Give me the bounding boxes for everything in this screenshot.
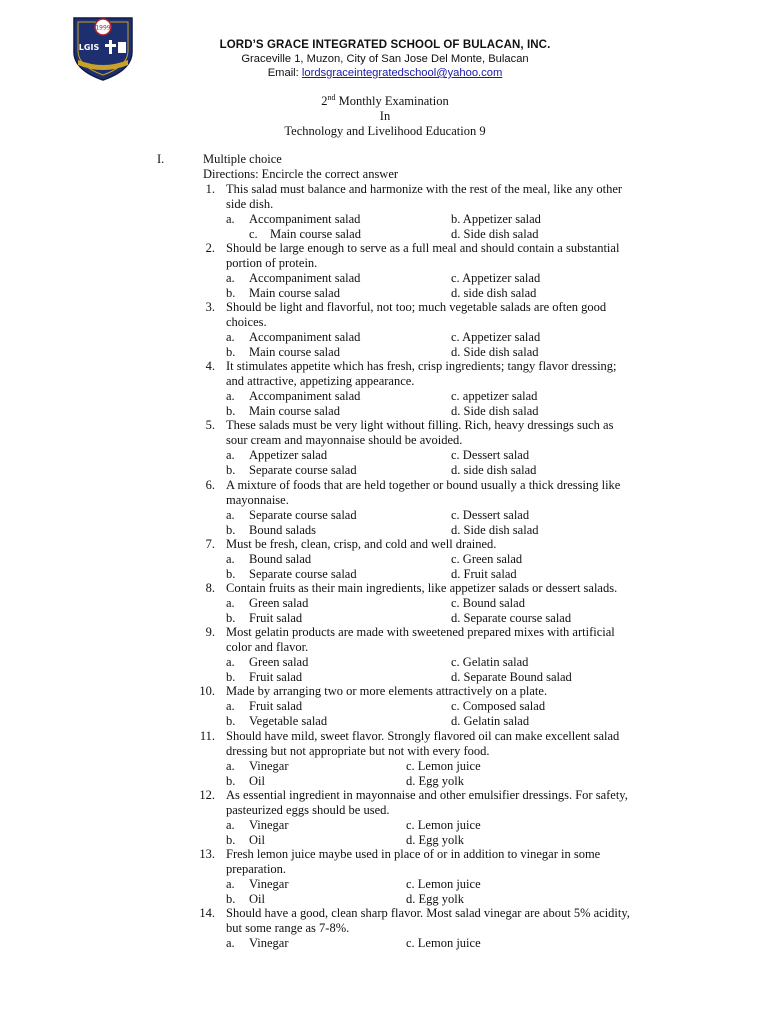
- option-text: c. Lemon juice: [406, 936, 481, 950]
- option-text: b. Appetizer salad: [451, 212, 541, 226]
- question-number: 13.: [199, 847, 215, 861]
- question-number: 6.: [205, 478, 215, 492]
- question-text: pasteurized eggs should be used.: [226, 803, 390, 817]
- option-label: a.: [226, 389, 235, 403]
- option-label: a.: [226, 552, 235, 566]
- section-directions: Directions: Encircle the correct answer: [203, 167, 399, 181]
- question-number: 4.: [205, 359, 215, 373]
- option-text: Vegetable salad: [249, 714, 328, 728]
- option-text: c. Appetizer salad: [451, 330, 541, 344]
- option-text: Bound salads: [249, 523, 317, 537]
- option-text: d. Separate course salad: [451, 611, 572, 625]
- option-label: a.: [226, 271, 235, 285]
- question-text: side dish.: [226, 197, 274, 211]
- option-text: Fruit salad: [249, 670, 303, 684]
- option-text: Accompaniment salad: [249, 212, 361, 226]
- option-text: Separate course salad: [249, 463, 357, 477]
- option-text: c. Appetizer salad: [451, 271, 541, 285]
- option-text: d. Side dish salad: [451, 523, 539, 537]
- option-text: Fruit salad: [249, 611, 303, 625]
- option-label: b.: [226, 611, 236, 625]
- question-text: This salad must balance and harmonize with the rest of the meal, like any other: [226, 182, 623, 196]
- question-number: 11.: [199, 729, 215, 743]
- question-text: Fresh lemon juice maybe used in place of or in addition to vinegar in some: [226, 847, 601, 861]
- question-number: 7.: [205, 537, 215, 551]
- question-text: Should have a good, clean sharp flavor. Most salad vinegar are about 5% acidity,: [226, 906, 630, 920]
- option-text: d. Separate Bound salad: [451, 670, 572, 684]
- section-number: I.: [157, 152, 165, 166]
- option-label: b.: [226, 567, 236, 581]
- question-text: Should be light and flavorful, not too; much vegetable salads are often good: [226, 300, 607, 314]
- option-text: Accompaniment salad: [249, 389, 361, 403]
- option-text: Green salad: [249, 596, 309, 610]
- svg-text:1999: 1999: [95, 24, 111, 32]
- question-text: portion of protein.: [226, 256, 318, 270]
- school-name: LORD’S GRACE INTEGRATED SCHOOL OF BULACAN, INC.: [219, 39, 551, 51]
- option-label: b.: [226, 523, 236, 537]
- option-label: b.: [226, 345, 236, 359]
- option-text: c. Composed salad: [451, 699, 546, 713]
- option-label: b.: [226, 833, 236, 847]
- exam-title: 2nd Monthly Examination: [321, 92, 449, 108]
- option-text: c. Lemon juice: [406, 877, 481, 891]
- question-text: Should be large enough to serve as a full meal and should contain a substantial: [226, 241, 620, 255]
- option-label: b.: [226, 892, 236, 906]
- question-text: It stimulates appetite which has fresh, crisp ingredients; tangy flavor dressing;: [226, 359, 617, 373]
- option-text: c. Dessert salad: [451, 448, 530, 462]
- question-number: 9.: [205, 625, 215, 639]
- email-label: Email:: [267, 67, 302, 79]
- option-text: Vinegar: [249, 877, 289, 891]
- option-label: a.: [226, 212, 235, 226]
- option-text: Main course salad: [270, 227, 361, 241]
- option-text: Vinegar: [249, 759, 289, 773]
- option-label: a.: [226, 508, 235, 522]
- option-label: a.: [226, 655, 235, 669]
- option-text: c. Gelatin salad: [451, 655, 529, 669]
- option-text: Vinegar: [249, 936, 289, 950]
- option-label: a.: [226, 936, 235, 950]
- option-text: d. Egg yolk: [406, 774, 464, 788]
- option-label: a.: [226, 596, 235, 610]
- option-label: a.: [226, 759, 235, 773]
- option-text: Oil: [249, 892, 265, 906]
- school-logo: [68, 12, 138, 82]
- svg-text:LGIS: LGIS: [78, 43, 100, 52]
- question-text: mayonnaise.: [226, 493, 289, 507]
- option-text: d. side dish salad: [451, 286, 537, 300]
- question-text: As essential ingredient in mayonnaise and other emulsifier dressings. For safety,: [226, 788, 628, 802]
- option-label: c.: [249, 227, 258, 241]
- question-number: 1.: [205, 182, 215, 196]
- option-text: Green salad: [249, 655, 309, 669]
- option-text: d. Egg yolk: [406, 833, 464, 847]
- option-text: Main course salad: [249, 404, 340, 418]
- question-text: Most gelatin products are made with sweetened prepared mixes with artificial: [226, 625, 615, 639]
- question-number: 12.: [199, 788, 215, 802]
- option-text: c. Green salad: [451, 552, 523, 566]
- question-text: choices.: [226, 315, 267, 329]
- option-label: a.: [226, 877, 235, 891]
- question-text: A mixture of foods that are held together or bound usually a thick dressing like: [226, 478, 621, 492]
- option-text: c. Dessert salad: [451, 508, 530, 522]
- option-text: Separate course salad: [249, 508, 357, 522]
- question-text: sour cream and mayonnaise should be avoided.: [226, 433, 463, 447]
- option-label: b.: [226, 286, 236, 300]
- option-label: b.: [226, 463, 236, 477]
- option-label: a.: [226, 330, 235, 344]
- question-text: Contain fruits as their main ingredients, like appetizer salads or dessert salads.: [226, 581, 618, 595]
- option-text: c. Lemon juice: [406, 818, 481, 832]
- option-label: a.: [226, 448, 235, 462]
- question-text: Made by arranging two or more elements attractively on a plate.: [226, 684, 548, 698]
- question-number: 10.: [199, 684, 215, 698]
- option-text: c. Lemon juice: [406, 759, 481, 773]
- option-label: a.: [226, 818, 235, 832]
- option-label: a.: [226, 699, 235, 713]
- question-text: color and flavor.: [226, 640, 309, 654]
- option-text: d. Side dish salad: [451, 404, 539, 418]
- question-text: but some range as 7-8%.: [226, 921, 350, 935]
- option-text: Accompaniment salad: [249, 271, 361, 285]
- option-text: Oil: [249, 833, 265, 847]
- option-label: b.: [226, 774, 236, 788]
- question-text: preparation.: [226, 862, 287, 876]
- question-text: Should have mild, sweet flavor. Strongly flavored oil can make excellent salad: [226, 729, 620, 743]
- option-text: Fruit salad: [249, 699, 303, 713]
- email-link[interactable]: lordsgraceintegratedschool@yahoo.com: [301, 67, 503, 79]
- question-text: These salads must be very light without filling. Rich, heavy dressings such as: [226, 418, 614, 432]
- section-title: Multiple choice: [203, 152, 282, 166]
- question-number: 2.: [205, 241, 215, 255]
- option-text: c. appetizer salad: [451, 389, 538, 403]
- exam-subject: Technology and Livelihood Education 9: [284, 124, 486, 138]
- option-text: Appetizer salad: [249, 448, 328, 462]
- school-email: [150, 67, 620, 79]
- option-text: c. Bound salad: [451, 596, 525, 610]
- option-text: Accompaniment salad: [249, 330, 361, 344]
- exam-in: In: [379, 109, 391, 123]
- option-text: Oil: [249, 774, 265, 788]
- option-text: Main course salad: [249, 286, 340, 300]
- option-text: d. Fruit salad: [451, 567, 517, 581]
- question-number: 14.: [199, 906, 215, 920]
- option-text: d. side dish salad: [451, 463, 537, 477]
- question-text: Must be fresh, clean, crisp, and cold and well drained.: [226, 537, 497, 551]
- option-label: b.: [226, 714, 236, 728]
- option-text: Main course salad: [249, 345, 340, 359]
- option-text: d. Side dish salad: [451, 345, 539, 359]
- question-text: dressing but not appropriate but not with every food.: [226, 744, 490, 758]
- option-text: Vinegar: [249, 818, 289, 832]
- option-text: Separate course salad: [249, 567, 357, 581]
- option-text: d. Gelatin salad: [451, 714, 530, 728]
- question-number: 5.: [205, 418, 215, 432]
- option-text: Bound salad: [249, 552, 312, 566]
- option-text: d. Side dish salad: [451, 227, 539, 241]
- option-text: d. Egg yolk: [406, 892, 464, 906]
- option-label: b.: [226, 670, 236, 684]
- question-number: 8.: [205, 581, 215, 595]
- question-text: and attractive, appetizing appearance.: [226, 374, 415, 388]
- option-label: b.: [226, 404, 236, 418]
- school-address: Graceville 1, Muzon, City of San Jose Del Monte, Bulacan: [241, 53, 529, 65]
- question-number: 3.: [205, 300, 215, 314]
